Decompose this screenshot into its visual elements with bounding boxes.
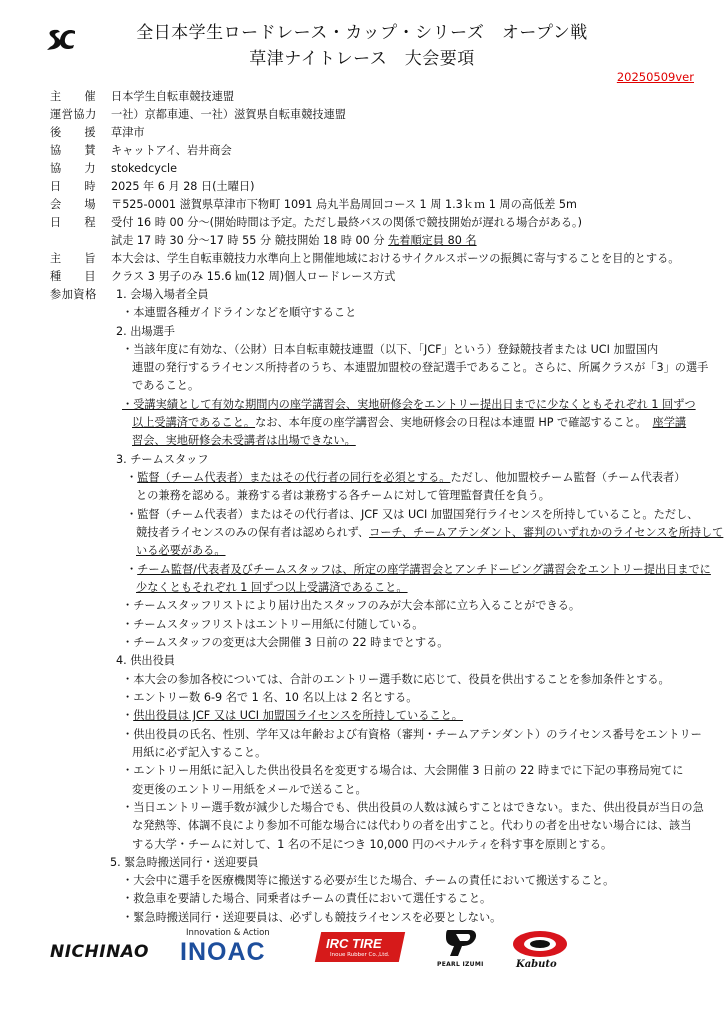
section-2-line: 連盟の発行するライセンス所持者のうち、本連盟加盟校の登記選手であること。さらに、所属クラスが「3」の選手 [132, 361, 709, 374]
section-5-line: ・救急車を要請した場合、同乗者はチームの責任において選任すること。 [122, 892, 492, 905]
section-3-line: ・チームスタッフリストはエントリー用紙に付随している。 [122, 618, 424, 631]
section-3-line: との兼務を認める。兼務する者は兼務する各チームに対して管理監督責任を負う。 [136, 489, 550, 502]
section-2-title: 2. 出場選手 [116, 325, 175, 338]
section-3-line: いる必要がある。 [136, 544, 226, 557]
capacity-note: 先着順定員 80 名 [388, 234, 477, 247]
section-4-line: ・供出役員は JCF 又は UCI 加盟国ライセンスを所持していること。 [122, 709, 463, 722]
inoac-logo: INOAC [180, 938, 266, 966]
section-5-line: ・緊急時搬送同行・送迎要員は、必ずしも競技ライセンスを必要としない。 [122, 911, 502, 924]
title-line-1: 全日本学生ロードレース・カップ・シリーズ オープン戦 [136, 23, 588, 43]
section-4-line: ・供出役員の氏名、性別、学年又は年齢および有資格（審判・チームアテンダント）のライセンス番号をエントリー [122, 728, 702, 741]
section-2-line: であること。 [132, 379, 200, 392]
section-3-title: 3. チームスタッフ [116, 453, 209, 466]
kabuto-helmet-icon [512, 928, 568, 962]
section-4-line: な発熱等、体調不良により参加不可能な場合には代わりの者を出すこと。代わりの者を出せない場合には、該当 [132, 819, 692, 832]
section-4-line: ・本大会の参加各校については、合計のエントリー選手数に応じて、役員を供出することを参加条件とする。 [122, 673, 670, 686]
section-3-line: ・監督（チーム代表者）またはその代行者の同行を必須とする。ただし、他加盟校チーム監督（チーム代表者） [126, 471, 686, 484]
section-3-line: ・チーム監督/代表者及びチームスタッフは、所定の座学講習会とアンチドーピング講習会をエントリー提出日までに [126, 563, 711, 576]
section-5-line: ・大会中に選手を医療機関等に搬送する必要が生じた場合、チームの責任において搬送すること。 [122, 874, 615, 887]
section-1-title: 1. 会場入場者全員 [116, 288, 209, 301]
version-label: 20250509ver [616, 70, 694, 84]
section-2-line: ・受講実績として有効な期間内の座学講習会、実地研修会をエントリー提出日までに少なくともそれぞれ 1 回ずつ [122, 398, 696, 411]
section-4-line: ・エントリー用紙に記入した供出役員名を変更する場合は、大会開催 3 日前の 22 時までに下記の事務局宛てに [122, 764, 684, 777]
section-1-line: ・本連盟各種ガイドラインなどを順守すること [122, 306, 357, 319]
section-2-line: 習会、実地研修会未受講者は出場できない。 [132, 434, 356, 447]
section-3-line: 競技者ライセンスのみの保有者は認められず、コーチ、チームアテンダント、審判のいずれかのライセンスを所持して [136, 526, 724, 539]
irc-subtitle: Inoue Rubber Co.,Ltd. [330, 952, 390, 958]
section-4-line: 用紙に必ず記入すること。 [132, 746, 267, 759]
kabuto-logo: Kabuto [516, 959, 557, 970]
sponsor-logos [0, 928, 724, 978]
section-2-line: ・当該年度に有効な、（公財）日本自転車競技連盟（以下、「JCF」という）登録競技者または UCI 加盟国内 [122, 343, 659, 356]
irc-logo: IRC TIRE [326, 936, 382, 951]
pearl-izumi-logo: PEARL IZUMI [437, 961, 484, 968]
section-3-line: ・チームスタッフリストにより届け出たスタッフのみが大会本部に立ち入ることができる。 [122, 599, 581, 612]
section-5-title: 5. 緊急時搬送同行・送迎要員 [110, 856, 259, 869]
section-4-line: ・当日エントリー選手数が減少した場合でも、供出役員の人数は減らすことはできない。また、供出役員が当日の急 [122, 801, 704, 814]
section-4-title: 4. 供出役員 [116, 654, 175, 667]
section-4-line: 変更後のエントリー用紙をメールで送ること。 [132, 783, 367, 796]
section-3-line: 少なくともそれぞれ 1 回ずつ以上受講済であること。 [136, 581, 408, 594]
nichinao-logo: NICHINAO [50, 942, 149, 962]
pearl-izumi-icon [440, 926, 480, 964]
section-2-line: 以上受講済であること。なお、本年度の座学講習会、実地研修会の日程は本連盟 HP で確認すること。 座学講 [132, 416, 687, 429]
section-4-line: ・エントリー数 6-9 名で 1 名、10 名以上は 2 名とする。 [122, 691, 418, 704]
title-line-2: 草津ナイトレース 大会要項 [249, 49, 475, 69]
inoac-tagline: Innovation & Action [186, 928, 270, 938]
section-4-line: する大学・チームに対して、1 名の不足につき 10,000 円のペナルティを科す事を原則とする。 [132, 838, 613, 851]
section-3-line: ・チームスタッフの変更は大会開催 3 日前の 22 時までとする。 [122, 636, 449, 649]
section-3-line: ・監督（チーム代表者）またはその代行者は、JCF 又は UCI 加盟国発行ライセンスを所持していること。ただし、 [126, 508, 699, 521]
